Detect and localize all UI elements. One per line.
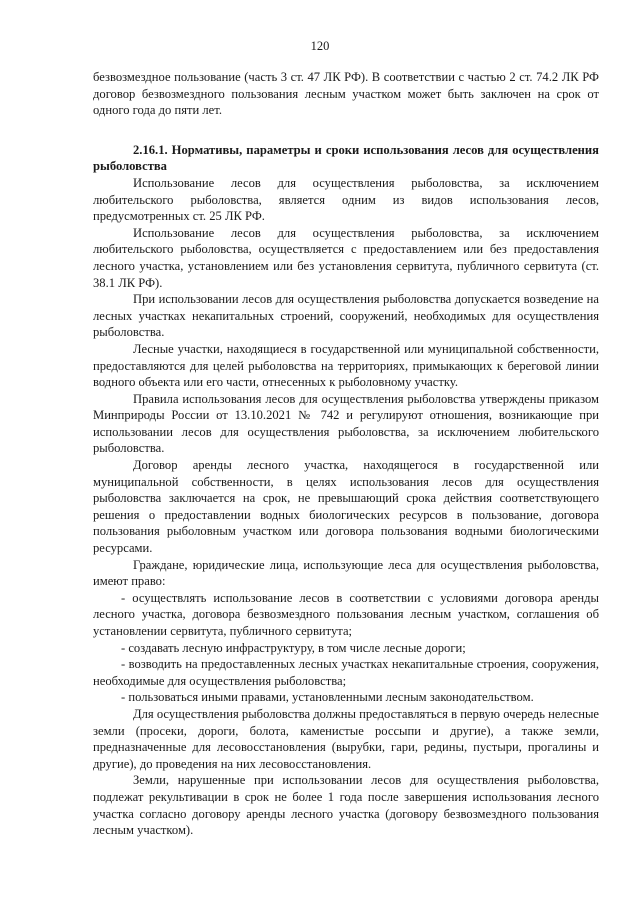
- paragraph: Граждане, юридические лица, использующие леса для осуществления рыболовства, имеют право:: [93, 557, 599, 589]
- list-item: - возводить на предоставленных лесных участках некапитальные строения, сооружения, необходимые для осуществления рыболовства;: [93, 657, 599, 688]
- paragraph: Земли, нарушенные при использовании лесов для осуществления рыболовства, подлежат рекультивации в срок не более 1 года после завершения использования лесного участка согласно договору аренды лесного участка (договору безвозмездного пользования лесным участком).: [93, 773, 599, 838]
- paragraph-continuation: безвозмездное пользование (часть 3 ст. 47 ЛК РФ). В соответствии с частью 2 ст. 74.2 ЛК РФ договор безвозмездного пользования лесным участком может быть заключен на срок от одного года до пяти лет.: [93, 70, 599, 118]
- section-heading: 2.16.1. Нормативы, параметры и сроки использования лесов для осуществления рыболовства: [93, 142, 599, 174]
- paragraph: Использование лесов для осуществления рыболовства, за исключением любительского рыболовства, осуществляется с предоставлением или без предоставления лесного участка, установлением или без установления сервитута, публичного сервитута (ст. 38.1 ЛК РФ).: [93, 225, 599, 290]
- paragraph: Правила использования лесов для осуществления рыболовства утверждены приказом Минприроды России от 13.10.2021 № 742 и регулируют отношения, возникающие при использовании лесов для осуществления рыболовства, за исключением любительского рыболовства.: [93, 391, 599, 456]
- paragraph: Для осуществления рыболовства должны предоставляться в первую очередь нелесные земли (просеки, дороги, болота, каменистые россыпи и другие), а также земли, предназначенные для лесовосстановления (вырубки, гари, редины, пустыри, прогалины и другие), до проведения на них лесовосстановления.: [93, 706, 600, 771]
- document-body: [93, 69, 599, 839]
- paragraph: Договор аренды лесного участка, находящегося в государственной или муниципальной собственности, в целях использования лесов для осуществления рыболовства заключается на срок, не превышающий срока действия соответствующего решения о предоставлении водных биологических ресурсов в пользование, договора пользования рыболовным участком или договора пользования водными биологическими ресурсами.: [93, 458, 599, 556]
- paragraph: Использование лесов для осуществления рыболовства, за исключением любительского рыболовства, является одним из видов использования лесов, предусмотренных ст. 25 ЛК РФ.: [93, 175, 599, 224]
- page-number: 120: [310, 39, 330, 53]
- paragraph: При использовании лесов для осуществления рыболовства допускается возведение на лесных участках некапитальных строений, сооружений, необходимых для осуществления рыболовства.: [93, 292, 599, 340]
- list-item: - пользоваться иными правами, установленными лесным законодательством.: [121, 690, 534, 705]
- list-item: - создавать лесную инфраструктуру, в том числе лесные дороги;: [121, 640, 466, 655]
- list-item: - осуществлять использование лесов в соответствии с условиями договора аренды лесного участка, договора безвозмездного пользования лесным участком, соглашения об установлении сервитута, публичного сервитута;: [93, 590, 599, 638]
- paragraph: Лесные участки, находящиеся в государственной или муниципальной собственности, предоставляются для целей рыболовства на территориях, примыкающих к береговой линии водного объекта или его части, отнесенных к рыболовному участку.: [93, 341, 599, 390]
